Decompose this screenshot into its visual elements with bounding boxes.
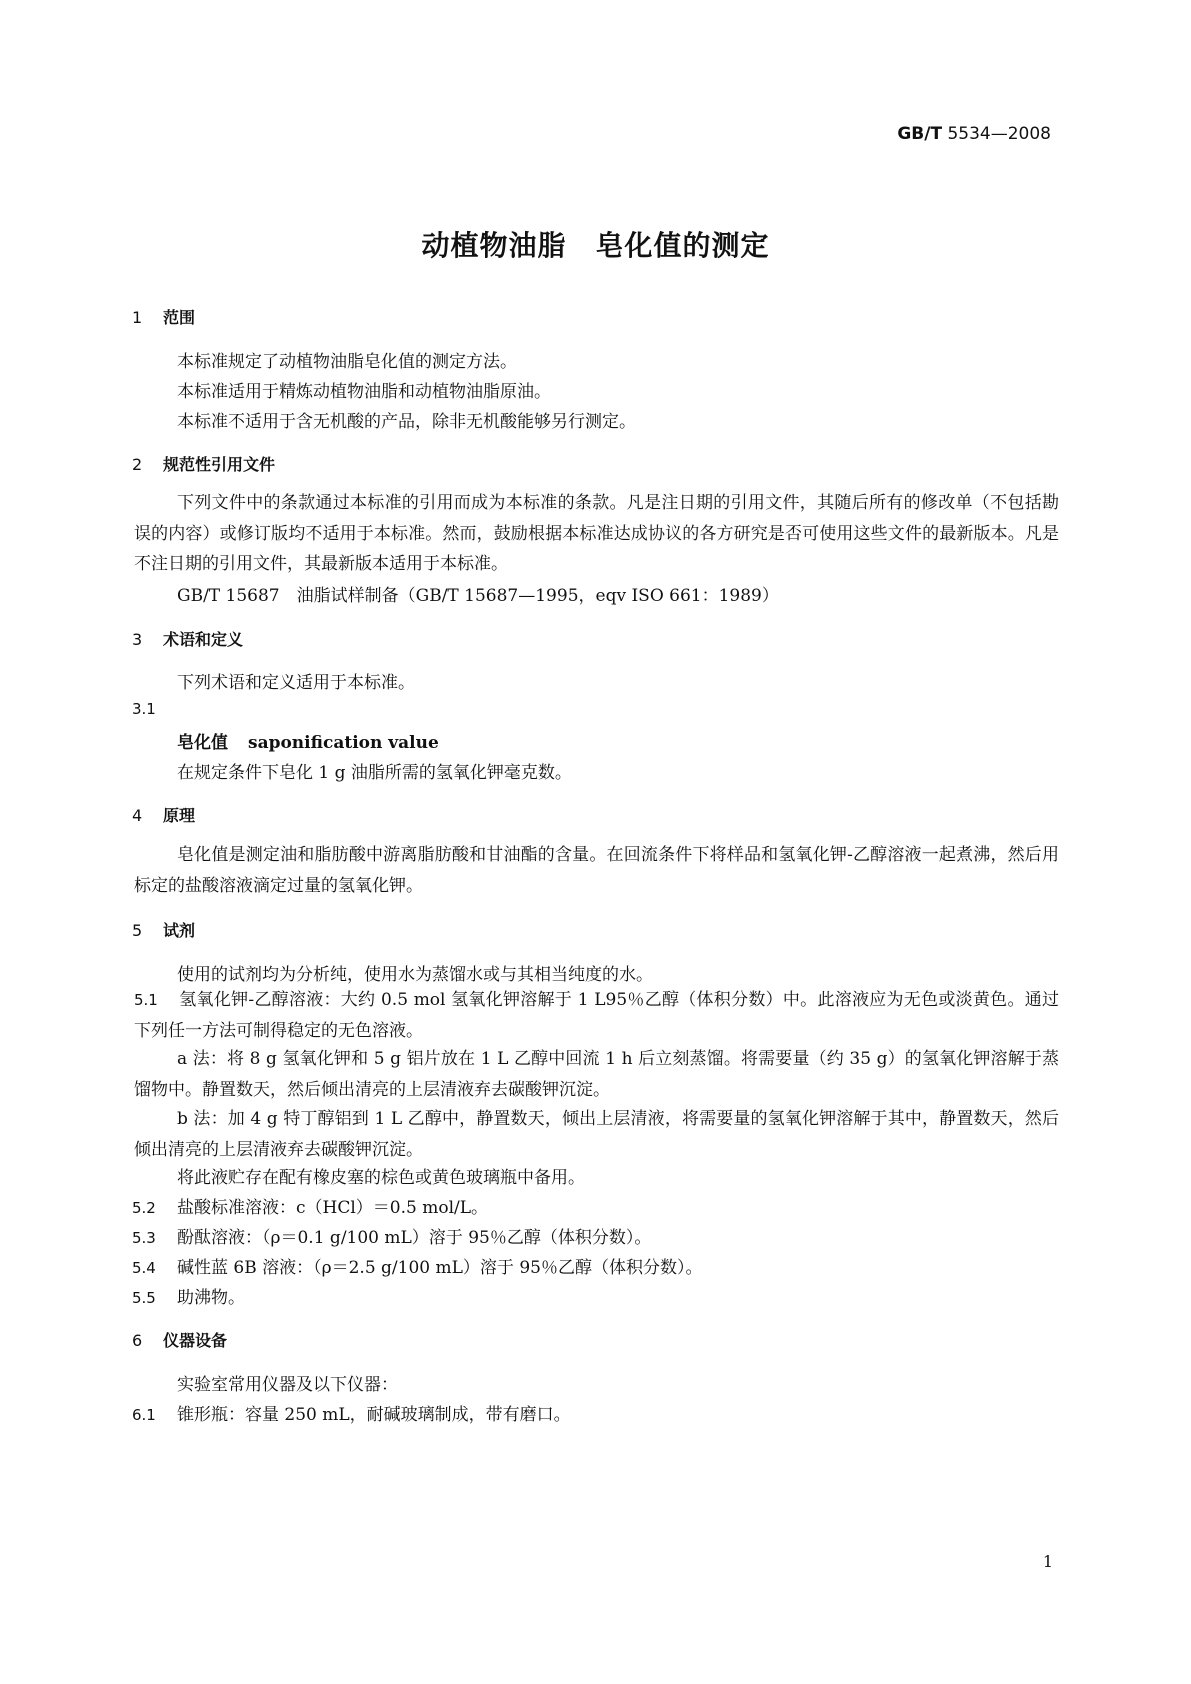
paragraph: 将此液贮存在配有橡皮塞的棕色或黄色玻璃瓶中备用。 xyxy=(177,1168,585,1188)
clause-5-1 xyxy=(134,985,1059,1046)
clause-5-2 xyxy=(132,1193,488,1218)
clause-number: 6.1 xyxy=(132,1406,156,1424)
section-number: 2 xyxy=(132,455,143,474)
term-entry xyxy=(177,728,439,753)
section-title: 仪器设备 xyxy=(163,1331,228,1350)
clause-number: 3.1 xyxy=(132,700,156,718)
paragraph: 皂化值是测定油和脂肪酸中游离脂肪酸和甘油酯的含量。在回流条件下将样品和氢氧化钾-乙醇溶液一起煮沸，然后用标定的盐酸溶液滴定过量的氢氧化钾。 xyxy=(134,845,1059,896)
section-number: 5 xyxy=(132,921,143,940)
document-title: 动植物油脂 皂化值的测定 xyxy=(421,229,770,262)
paragraph: 本标准不适用于含无机酸的产品，除非无机酸能够另行测定。 xyxy=(177,412,636,432)
paragraph: 本标准规定了动植物油脂皂化值的测定方法。 xyxy=(177,352,517,372)
section-2-heading xyxy=(132,452,275,475)
section-6-heading xyxy=(132,1328,227,1351)
section-number: 3 xyxy=(132,630,143,649)
clause-text: 酚酞溶液：（ρ＝0.1 g/100 mL）溶于 95％乙醇（体积分数）。 xyxy=(177,1228,652,1248)
page-number: 1 xyxy=(1042,1552,1053,1571)
section-number: 6 xyxy=(132,1331,143,1350)
clause-number: 5.3 xyxy=(132,1229,156,1247)
term-chinese: 皂化值 xyxy=(177,733,228,753)
standard-number xyxy=(897,124,1051,144)
section-title: 术语和定义 xyxy=(163,630,244,649)
clause-6-1 xyxy=(132,1400,571,1425)
paragraph: 下列术语和定义适用于本标准。 xyxy=(177,673,415,693)
method-b: b 法：加 4 g 特丁醇铝到 1 L 乙醇中，静置数天，倾出上层清液，将需要量的氢氧化钾溶解于其中，静置数天，然后倾出清亮的上层清液弃去碳酸钾沉淀。 xyxy=(134,1109,1059,1160)
section-4-heading xyxy=(132,803,195,826)
paragraph: 使用的试剂均为分析纯，使用水为蒸馏水或与其相当纯度的水。 xyxy=(177,965,653,985)
clause-5-4 xyxy=(132,1253,702,1278)
section-number: 1 xyxy=(132,308,143,327)
paragraph: 下列文件中的条款通过本标准的引用而成为本标准的条款。凡是注日期的引用文件，其随后所有的修改单（不包括勘误的内容）或修订版均不适用于本标准。然而，鼓励根据本标准达成协议的各方研究是否可使用这些文件的最新版本。凡是不注日期的引用文件，其最新版本适用于本标准。 xyxy=(134,493,1059,574)
clause-text: 氢氧化钾-乙醇溶液：大约 0.5 mol 氢氧化钾溶解于 1 L95％乙醇（体积分数）中。此溶液应为无色或淡黄色。通过下列任一方法可制得稳定的无色溶液。 xyxy=(134,990,1059,1041)
section-title: 原理 xyxy=(163,806,196,825)
clause-text: 碱性蓝 6B 溶液：（ρ＝2.5 g/100 mL）溶于 95％乙醇（体积分数）。 xyxy=(177,1258,703,1278)
section-title: 范围 xyxy=(163,308,196,327)
section-1-heading xyxy=(132,305,195,328)
section-title: 试剂 xyxy=(163,921,196,940)
clause-5-3 xyxy=(132,1223,651,1248)
section-3-heading xyxy=(132,627,243,650)
standard-code: 5534—2008 xyxy=(947,124,1051,144)
clause-number: 5.5 xyxy=(132,1289,156,1307)
method-a: a 法：将 8 g 氢氧化钾和 5 g 铝片放在 1 L 乙醇中回流 1 h 后立刻蒸馏。将需要量（约 35 g）的氢氧化钾溶解于蒸馏物中。静置数天，然后倾出清亮的上层清液弃去碳酸钾沉淀。 xyxy=(134,1049,1059,1100)
clause-number: 5.1 xyxy=(134,991,158,1009)
term-english: saponification value xyxy=(248,733,439,753)
section-title: 规范性引用文件 xyxy=(163,455,276,474)
section-5-heading xyxy=(132,918,195,941)
paragraph: 本标准适用于精炼动植物油脂和动植物油脂原油。 xyxy=(177,382,551,402)
clause-3-1 xyxy=(132,699,177,718)
clause-5-5 xyxy=(132,1283,245,1308)
clause-number: 5.4 xyxy=(132,1259,156,1277)
clause-number: 5.2 xyxy=(132,1199,156,1217)
paragraph: 实验室常用仪器及以下仪器： xyxy=(177,1375,398,1395)
clause-text: 锥形瓶：容量 250 mL，耐碱玻璃制成，带有磨口。 xyxy=(177,1405,571,1425)
clause-text: 助沸物。 xyxy=(177,1288,245,1308)
standard-prefix: GB/T xyxy=(897,124,943,144)
term-definition: 在规定条件下皂化 1 g 油脂所需的氢氧化钾毫克数。 xyxy=(177,763,572,783)
section-number: 4 xyxy=(132,806,143,825)
clause-text: 盐酸标准溶液：c（HCl）＝0.5 mol/L。 xyxy=(177,1198,489,1218)
normative-reference: GB/T 15687 油脂试样制备（GB/T 15687—1995，eqv ISO 661：1989） xyxy=(177,586,779,606)
